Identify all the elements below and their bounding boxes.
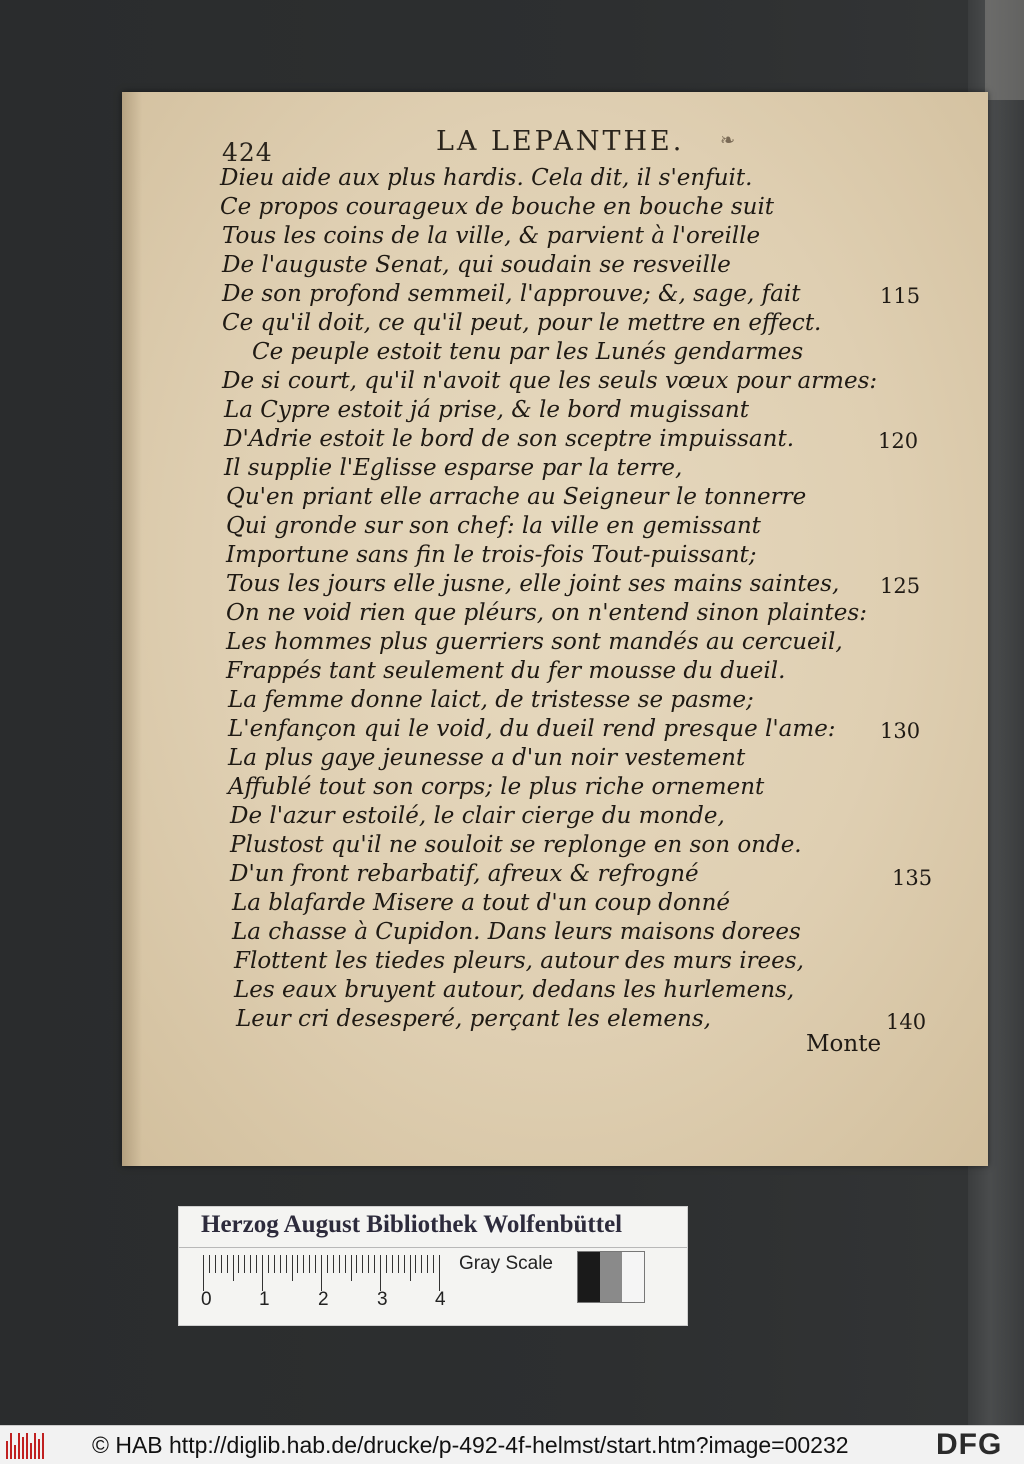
ruler-tick: [421, 1255, 422, 1273]
verse-line: Il supplie l'Eglisse esparse par la terre,: [224, 455, 683, 481]
ruler-number: 1: [259, 1289, 270, 1310]
verse-line: La blafarde Misere a tout d'un coup donné: [232, 890, 731, 916]
verse-line: Qui gronde sur son chef: la ville en gemissant: [226, 513, 761, 539]
verse-line: Frappés tant seulement du fer mousse du dueil.: [226, 658, 786, 684]
verse-line: D'un front rebarbatif, afreux & refrogné: [230, 861, 699, 887]
ruler-tick: [209, 1255, 210, 1273]
verse-line: Tous les jours elle jusne, elle joint ses mains saintes,: [226, 571, 840, 597]
verse-line: De l'auguste Senat, qui soudain se resveille: [222, 252, 731, 278]
ruler-number: 2: [318, 1289, 329, 1310]
verse-line: Les eaux bruyent autour, dedans les hurlemens,: [234, 977, 795, 1003]
ruler-tick: [380, 1255, 381, 1291]
ruler-tick: [415, 1255, 416, 1273]
paper-edge: [985, 0, 1024, 100]
ruler-tick: [392, 1255, 393, 1273]
verse-line: Dieu aide aux plus hardis. Cela dit, il s'enfuit.: [220, 165, 753, 191]
page-number: 424: [222, 138, 273, 167]
ruler-tick: [327, 1255, 328, 1273]
line-number: 140: [886, 1010, 927, 1034]
ruler-number: 3: [377, 1289, 388, 1310]
ruler-tick: [250, 1255, 251, 1273]
running-title: LA LEPANTHE.: [436, 126, 685, 157]
line-number: 115: [880, 284, 921, 308]
copyright-link[interactable]: © HAB http://diglib.hab.de/drucke/p-492-4f-helmst/start.htm?image=00232: [92, 1432, 849, 1458]
verse-line: La Cypre estoit já prise, & le bord mugissant: [224, 397, 749, 423]
verse-line: Plustost qu'il ne souloit se replonge en son onde.: [230, 832, 802, 858]
line-number: 120: [878, 429, 919, 453]
verse-line: L'enfançon qui le void, du dueil rend presque l'ame:: [228, 716, 836, 742]
ruler-tick: [410, 1255, 411, 1281]
ruler-tick: [280, 1255, 281, 1273]
verse-line: Leur cri desesperé, perçant les elemens,: [236, 1006, 711, 1032]
ruler-tick: [433, 1255, 434, 1273]
ruler-tick: [227, 1255, 228, 1273]
ruler-tick: [439, 1255, 440, 1291]
ruler-tick: [339, 1255, 340, 1273]
ruler-number: 4: [435, 1289, 446, 1310]
label-divider: [179, 1247, 687, 1248]
verse-line: De son profond semmeil, l'approuve; &, sage, fait: [222, 281, 801, 307]
verse-line: Importune sans fin le trois-fois Tout-puissant;: [226, 542, 757, 568]
ruler-tick: [398, 1255, 399, 1273]
ruler-tick: [274, 1255, 275, 1273]
swatch-gray: [600, 1252, 622, 1302]
verse-line: La plus gaye jeunesse a d'un noir vestement: [228, 745, 746, 771]
ruler-tick: [427, 1255, 428, 1273]
verse-line: La femme donne laict, de tristesse se pasme;: [228, 687, 754, 713]
verse-line: Ce qu'il doit, ce qu'il peut, pour le mettre en effect.: [222, 310, 822, 336]
verse-line: Les hommes plus guerriers sont mandés au cercueil,: [226, 629, 843, 655]
verse-line: Ce propos courageux de bouche en bouche suit: [220, 194, 775, 220]
ruler-tick: [203, 1255, 204, 1291]
verse-line: Affublé tout son corps; le plus riche ornement: [228, 774, 765, 800]
ruler-tick: [386, 1255, 387, 1273]
library-name: Herzog August Bibliothek Wolfenbüttel: [201, 1211, 623, 1238]
ruler-tick: [303, 1255, 304, 1273]
ruler-tick: [315, 1255, 316, 1273]
ruler-tick: [368, 1255, 369, 1273]
ruler-tick: [374, 1255, 375, 1273]
dfg-logo: DFG: [936, 1428, 1003, 1461]
line-number: 135: [892, 866, 933, 890]
verse-line: On ne void rien que pléurs, on n'entend sinon plaintes:: [226, 600, 867, 626]
gray-scale-swatches: [577, 1251, 645, 1303]
swatch-white: [622, 1252, 644, 1302]
ruler-tick: [297, 1255, 298, 1273]
ruler-tick: [256, 1255, 257, 1273]
ruler-tick: [221, 1255, 222, 1273]
ruler-tick: [321, 1255, 322, 1291]
line-number: 130: [880, 719, 921, 743]
hab-logo-icon: [6, 1431, 48, 1459]
ruler-tick: [356, 1255, 357, 1273]
ruler-tick: [233, 1255, 234, 1281]
gray-scale-label: Gray Scale: [459, 1253, 553, 1274]
ruler-tick: [351, 1255, 352, 1281]
ruler-tick: [215, 1255, 216, 1273]
line-number: 125: [880, 574, 921, 598]
ruler-tick: [286, 1255, 287, 1273]
catchword: Monte: [806, 1031, 882, 1057]
verse-line: Qu'en priant elle arrache au Seigneur le tonnerre: [226, 484, 807, 510]
ruler-tick: [345, 1255, 346, 1273]
ruler-tick: [362, 1255, 363, 1273]
verse-line: Tous les coins de la ville, & parvient à l'oreille: [222, 223, 761, 249]
verse-line: De l'azur estoilé, le clair cierge du monde,: [230, 803, 725, 829]
footer-bar: [0, 1425, 1024, 1464]
ruler-tick: [309, 1255, 310, 1273]
verse-line: D'Adrie estoit le bord de son sceptre impuissant.: [224, 426, 795, 452]
ruler-tick: [292, 1255, 293, 1281]
verse-line: Ce peuple estoit tenu par les Lunés gendarmes: [252, 339, 804, 365]
ruler-tick: [262, 1255, 263, 1291]
library-label-card: [178, 1206, 688, 1326]
ornament-icon: ❧: [720, 130, 736, 151]
verse-line: De si court, qu'il n'avoit que les seuls vœux pour armes:: [222, 368, 878, 394]
ruler-tick: [404, 1255, 405, 1273]
ruler-tick: [268, 1255, 269, 1273]
verse-line: La chasse à Cupidon. Dans leurs maisons dorees: [232, 919, 801, 945]
verse-line: Flottent les tiedes pleurs, autour des murs irees,: [234, 948, 804, 974]
ruler-tick: [238, 1255, 239, 1273]
ruler-tick: [244, 1255, 245, 1273]
ruler-tick: [333, 1255, 334, 1273]
swatch-black: [578, 1252, 600, 1302]
ruler-number: 0: [201, 1289, 212, 1310]
